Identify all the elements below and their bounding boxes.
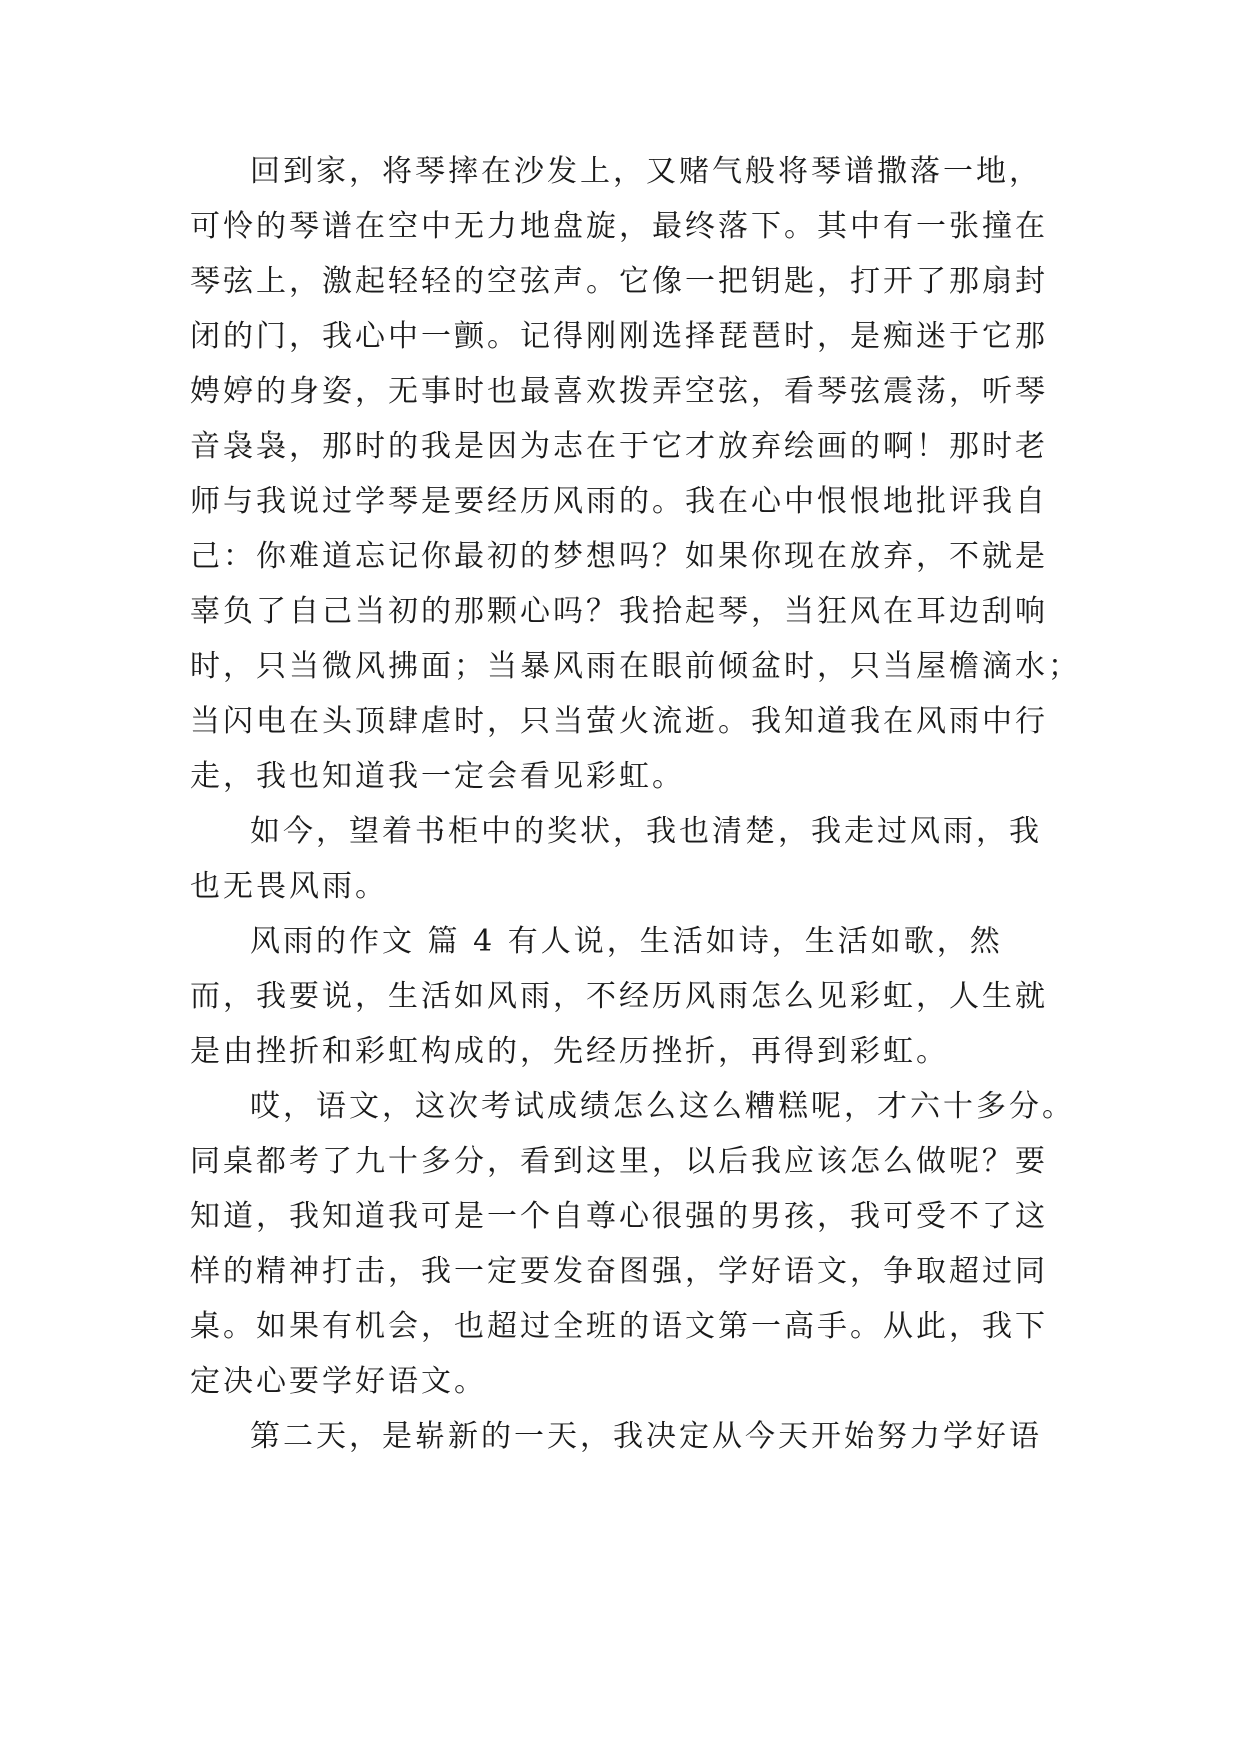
- text-line: 同桌都考了九十多分，看到这里，以后我应该怎么做呢？要: [190, 1144, 1048, 1179]
- text-line: 娉婷的身姿，无事时也最喜欢拨弄空弦，看琴弦震荡，听琴: [190, 374, 1048, 409]
- text-line: 也无畏风雨。: [190, 869, 388, 904]
- text-line: 辜负了自己当初的那颗心吗？我拾起琴，当狂风在耳边刮响: [190, 594, 1048, 629]
- text-line: 音袅袅，那时的我是因为志在于它才放弃绘画的啊！那时老: [190, 429, 1048, 464]
- text-line: 定决心要学好语文。: [190, 1364, 487, 1399]
- text-line: 己：你难道忘记你最初的梦想吗？如果你现在放弃，不就是: [190, 539, 1048, 574]
- text-line: 当闪电在头顶肆虐时，只当萤火流逝。我知道我在风雨中行: [190, 704, 1048, 739]
- text-line: 桌。如果有机会，也超过全班的语文第一高手。从此，我下: [190, 1309, 1048, 1344]
- text-line: 知道，我知道我可是一个自尊心很强的男孩，我可受不了这: [190, 1199, 1048, 1234]
- text-line: 回到家，将琴摔在沙发上，又赌气般将琴谱撒落一地，: [250, 154, 1042, 189]
- text-line: 而，我要说，生活如风雨，不经历风雨怎么见彩虹，人生就: [190, 979, 1048, 1014]
- text-line: 可怜的琴谱在空中无力地盘旋，最终落下。其中有一张撞在: [190, 209, 1048, 244]
- section-heading-line: 风雨的作文 篇 4 有人说，生活如诗，生活如歌，然: [250, 924, 1003, 959]
- text-line: 第二天，是崭新的一天，我决定从今天开始努力学好语: [250, 1419, 1042, 1454]
- text-line: 样的精神打击，我一定要发奋图强，学好语文，争取超过同: [190, 1254, 1048, 1289]
- text-line: 走，我也知道我一定会看见彩虹。: [190, 759, 685, 794]
- text-line: 是由挫折和彩虹构成的，先经历挫折，再得到彩虹。: [190, 1034, 949, 1069]
- text-line: 琴弦上，激起轻轻的空弦声。它像一把钥匙，打开了那扇封: [190, 264, 1048, 299]
- text-line: 闭的门，我心中一颤。记得刚刚选择琵琶时，是痴迷于它那: [190, 319, 1048, 354]
- text-line: 如今，望着书柜中的奖状，我也清楚，我走过风雨，我: [250, 814, 1042, 849]
- text-line: 师与我说过学琴是要经历风雨的。我在心中恨恨地批评我自: [190, 484, 1048, 519]
- text-line: 时，只当微风拂面；当暴风雨在眼前倾盆时，只当屋檐滴水；: [190, 649, 1081, 684]
- text-line: 哎，语文，这次考试成绩怎么这么糟糕呢，才六十多分。: [250, 1089, 1075, 1124]
